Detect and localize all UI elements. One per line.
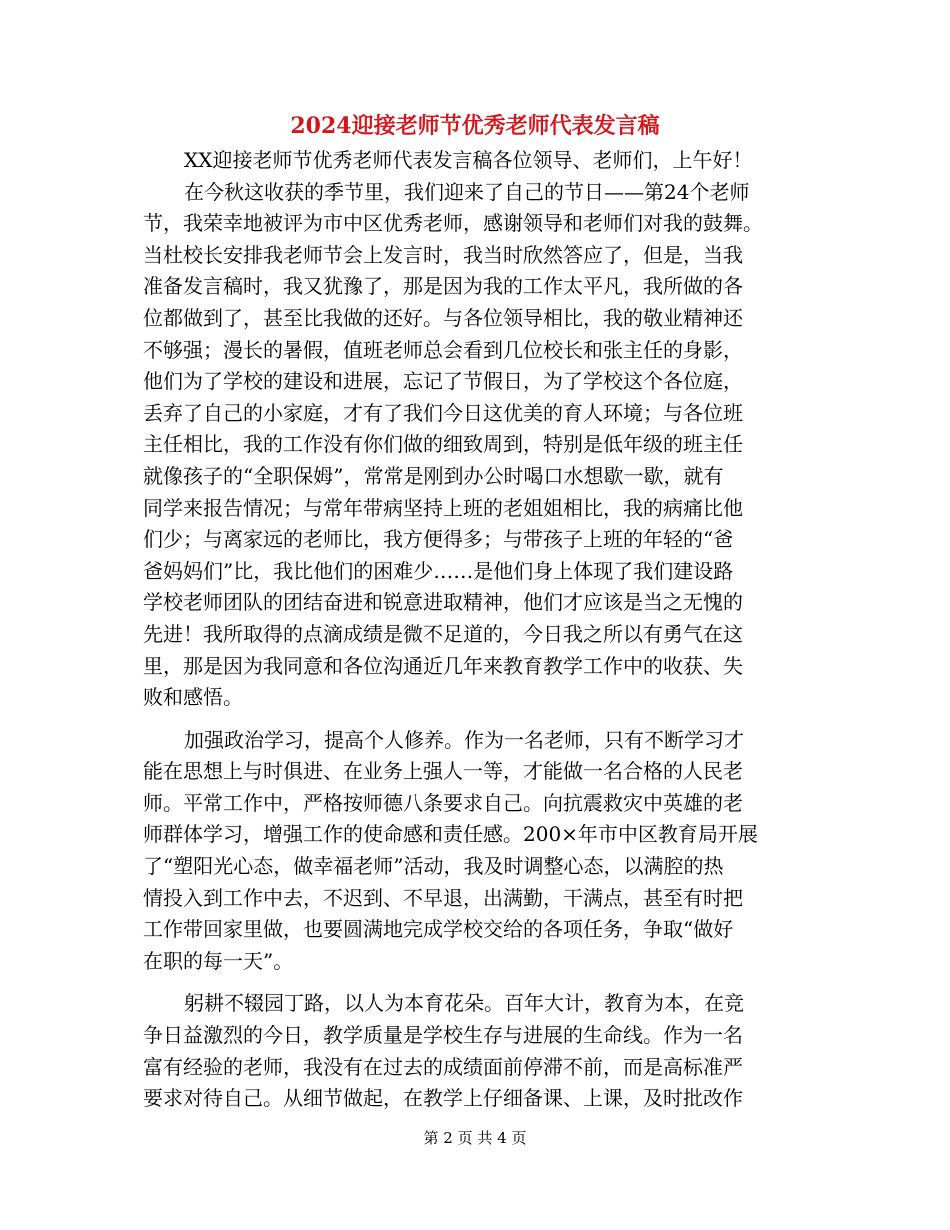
paragraph-line: 先进！我所取得的点滴成绩是微不足道的，今日我之所以有勇气在这 [143, 621, 743, 646]
paragraph-line: 当杜校长安排我老师节会上发言时，我当时欣然答应了，但是，当我 [143, 242, 743, 267]
paragraph-line: 就像孩子的“全职保姆”，常常是刚到办公时喝口水想歇一歇，就有 [143, 463, 724, 488]
paragraph-line: 败和感悟。 [143, 685, 243, 710]
paragraph-line: 要求对待自己。从细节做起，在教学上仔细备课、上课，及时批改作 [143, 1086, 743, 1111]
paragraph-line: 里，那是因为我同意和各位沟通近几年来教育教学工作中的收获、失 [143, 653, 743, 678]
paragraph-line: 丢弃了自己的小家庭，才有了我们今日这优美的育人环境；与各位班 [143, 400, 743, 425]
paragraph [143, 177, 807, 714]
paragraph-line: 争日益激烈的今日，教学质量是学校生存与进展的生命线。作为一名 [143, 1023, 743, 1048]
page-footer: 第 2 页 共 4 页 [423, 1129, 527, 1147]
paragraph-line: 师群体学习，增强工作的使命感和责任感。200×年市中区教育局开展 [143, 822, 758, 847]
document-title: 2024迎接老师节优秀老师代表发言稿 [290, 113, 660, 139]
paragraph-line: 在今秋这收获的季节里，我们迎来了自己的节日——第24个老师 [184, 179, 750, 204]
paragraph-line: 师。平常工作中，严格按师德八条要求自己。向抗震救灾中英雄的老 [143, 790, 743, 815]
paragraph [143, 988, 807, 1114]
paragraph-line: 同学来报告情况；与常年带病坚持上班的老姐姐相比，我的病痛比他 [143, 495, 743, 520]
paragraph-line: 爸妈妈们”比，我比他们的困难少……是他们身上体现了我们建设路 [143, 558, 734, 583]
paragraph-line: 情投入到工作中去，不迟到、不早退，出满勤，干满点，甚至有时把 [143, 885, 743, 910]
paragraph-line: 位都做到了，甚至比我做的还好。与各位领导相比，我的敬业精神还 [143, 305, 743, 330]
paragraph-line: 能在思想上与时俱进、在业务上强人一等，才能做一名合格的人民老 [143, 759, 743, 784]
paragraph-line: 工作带回家里做，也要圆满地完成学校交给的各项任务，争取“做好 [143, 917, 734, 942]
paragraph-line: 加强政治学习，提高个人修养。作为一名老师，只有不断学习才 [184, 727, 744, 752]
document-body [143, 145, 807, 1115]
paragraph [143, 145, 807, 177]
paragraph-line: 在职的每一天”。 [143, 948, 294, 973]
paragraph-line: 准备发言稿时，我又犹豫了，那是因为我的工作太平凡，我所做的各 [143, 274, 743, 299]
paragraph-line: 富有经验的老师，我没有在过去的成绩面前停滞不前，而是高标准严 [143, 1054, 743, 1079]
paragraph-line: 了“塑阳光心态，做幸福老师”活动，我及时调整心态，以满腔的热 [143, 854, 724, 879]
paragraph-line: 不够强；漫长的暑假，值班老师总会看到几位校长和张主任的身影， [143, 337, 743, 362]
paragraph-line: XX迎接老师节优秀老师代表发言稿各位领导、老师们，上午好！ [184, 148, 753, 172]
paragraph [143, 725, 807, 978]
paragraph-line: 们少；与离家远的老师比，我方便得多；与带孩子上班的年轻的“爸 [143, 527, 734, 552]
paragraph-line: 他们为了学校的建设和进展，忘记了节假日，为了学校这个各位庭， [143, 369, 743, 394]
paragraph-line: 学校老师团队的团结奋进和锐意进取精神，他们才应该是当之无愧的 [143, 590, 743, 615]
paragraph-line: 躬耕不辍园丁路，以人为本育花朵。百年大计，教育为本，在竞 [184, 991, 744, 1016]
paragraph-line: 主任相比，我的工作没有你们做的细致周到，特别是低年级的班主任 [143, 432, 743, 457]
paragraph-line: 节，我荣幸地被评为市中区优秀老师，感谢领导和老师们对我的鼓舞。 [143, 211, 763, 236]
